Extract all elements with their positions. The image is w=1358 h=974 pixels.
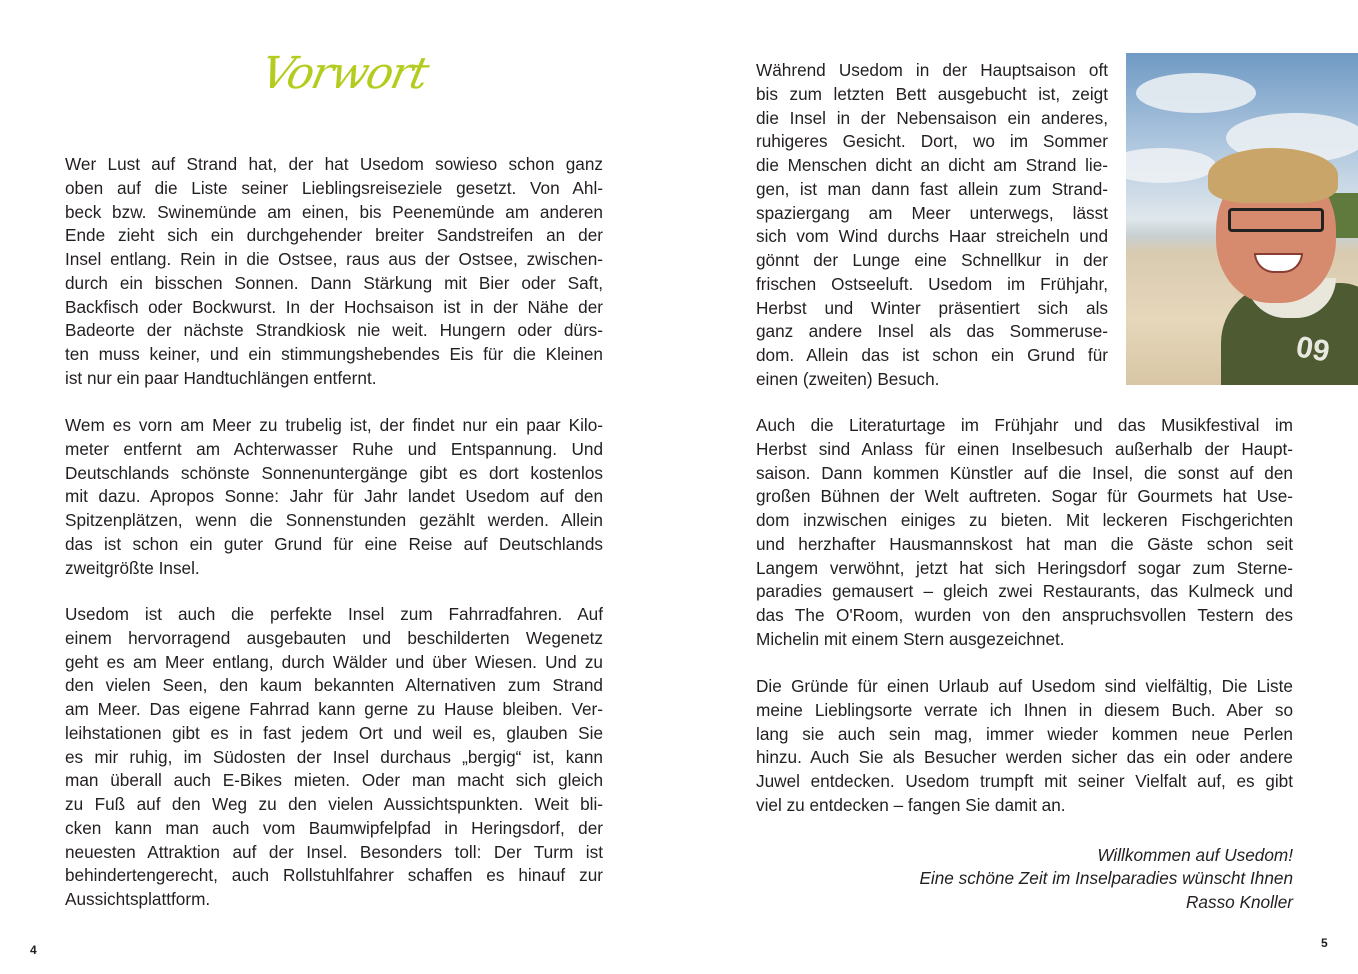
text-line: die Menschen dicht an dicht am Strand lie- xyxy=(756,155,1108,175)
text-line: gen, ist man dann fast allein zum Strand- xyxy=(756,178,1108,199)
text-line: zu Fuß auf den Weg zu den vielen Aussichtspunkten. Weit bli- xyxy=(65,794,603,814)
paragraph xyxy=(65,603,603,912)
text-line: man überall auch E-Bikes mieten. Oder man macht sich gleich xyxy=(65,770,603,791)
text-line: einem hervorragend ausgebauten und beschilderten Wegenetz xyxy=(65,627,603,648)
text-line: Juwel entdecken. Usedom trumpft mit seiner Vielfalt auf, es gibt xyxy=(756,771,1293,791)
text-line: beck bzw. Swinemünde am einen, bis Peenemünde am anderen xyxy=(65,201,603,222)
paragraph xyxy=(65,153,603,391)
text-line: es mir ruhig, im Südosten der Insel durchaus „bergig“ ist, kann xyxy=(65,746,603,767)
text-line: und herzhafter Hausmannskost hat man die Gäste schon seit xyxy=(756,533,1293,554)
page-title: Vorwort xyxy=(256,48,432,99)
text-line: zweitgrößte Insel. xyxy=(65,557,200,578)
text-line: frischen Ostseeluft. Usedom im Frühjahr, xyxy=(756,273,1108,294)
page-number-left: 4 xyxy=(30,943,37,957)
text-line: großen Bühnen der Welt auftreten. Sogar für Gourmets hat Use- xyxy=(756,486,1293,507)
text-line: neuesten Attraktion auf der Insel. Besonders toll: Der Turm ist xyxy=(65,841,603,862)
text-line: paradies gemausert – gleich zwei Restaurants, das Kulmeck und xyxy=(756,581,1293,602)
text-line: mit dazu. Apropos Sonne: Jahr für Jahr landet Usedom auf den xyxy=(65,486,603,507)
text-line: das ist schon ein guter Grund für eine Reise auf Deutschlands xyxy=(65,533,603,554)
signature-block xyxy=(919,844,1293,914)
text-line: leihstationen gibt es in fast jedem Ort und weil es, glauben Sie xyxy=(65,722,603,743)
text-line: lang sie auch sein mag, immer wieder kommen neue Perlen xyxy=(756,723,1293,744)
page-number-right: 5 xyxy=(1321,936,1328,950)
text-line: sich vom Wind durchs Haar streicheln und xyxy=(756,226,1108,247)
text-line: meter entfernt am Achterwasser Ruhe und Entspannung. Und xyxy=(65,438,603,459)
paragraph xyxy=(756,675,1293,818)
paragraph xyxy=(756,59,1108,392)
text-line: Ende zieht sich ein durchgehender breiter Sandstreifen an der xyxy=(65,225,603,246)
text-line: am Meer. Das eigene Fahrrad kann gerne zu Hause bleiben. Ver- xyxy=(65,699,603,719)
text-line: Michelin mit einem Stern ausgezeichnet. xyxy=(756,628,1065,649)
text-line: das The O'Room, wurden von den anspruchsvollen Testern des xyxy=(756,605,1293,625)
text-line: durch ein bisschen Sonnen. Dann Stärkung mit Bier oder Saft, xyxy=(65,272,603,293)
author-photo: 09 xyxy=(1126,53,1358,385)
text-line: einen (zweiten) Besuch. xyxy=(756,368,940,389)
text-line: Backfisch oder Bockwurst. In der Hochsaison ist in der Nähe der xyxy=(65,296,603,317)
text-line: ganz andere Insel als das Sommeruse- xyxy=(756,321,1108,342)
text-line: dom inzwischen einiges zu bieten. Mit leckeren Fischgerichten xyxy=(756,510,1293,530)
signature-line: Rasso Knoller xyxy=(1186,891,1293,912)
text-line: meine Lieblingsorte verrate ich Ihnen in diesem Buch. Aber so xyxy=(756,699,1293,720)
text-line: Langem verwöhnt, jetzt hat sich Heringsdorf sogar zum Sterne- xyxy=(756,557,1293,578)
text-line: die Insel in der Nebensaison ein anderes, xyxy=(756,107,1108,128)
text-line: Herbst sind Anlass für einen Inselbesuch außerhalb der Haupt- xyxy=(756,438,1293,459)
text-line: ruhigeres Gesicht. Dort, wo im Sommer xyxy=(756,131,1108,152)
text-line: gönnt der Lunge eine Schnellkur in der xyxy=(756,250,1108,270)
text-line: Während Usedom in der Hauptsaison oft xyxy=(756,60,1108,80)
text-line: dom. Allein das ist schon ein Grund für xyxy=(756,345,1108,365)
text-line: Aussichtsplattform. xyxy=(65,889,211,909)
text-line: geht es am Meer entlang, durch Wälder und über Wiesen. Und zu xyxy=(65,651,603,672)
signature-line: Willkommen auf Usedom! xyxy=(1097,845,1293,865)
text-line: Deutschlands schönste Sonnenuntergänge gibt es dort kostenlos xyxy=(65,462,603,483)
text-line: den vielen Seen, den kaum bekannten Alternativen zum Strand xyxy=(65,675,603,696)
text-line: Auch die Literaturtage im Frühjahr und das Musikfestival im xyxy=(756,415,1293,435)
text-line: ist nur ein paar Handtuchlängen entfernt. xyxy=(65,367,377,388)
text-line: spaziergang am Meer unterwegs, lässt xyxy=(756,202,1108,223)
paragraph xyxy=(65,414,603,580)
text-line: viel zu entdecken – fangen Sie damit an. xyxy=(756,794,1066,815)
text-line: saison. Dann kommen Künstler auf die Insel, die sonst auf den xyxy=(756,462,1293,483)
text-line: hinzu. Auch Sie als Besucher werden sicher das ein oder andere xyxy=(756,747,1293,768)
paragraph xyxy=(756,414,1293,652)
text-line: Insel entlang. Rein in die Ostsee, raus aus der Ostsee, zwischen- xyxy=(65,249,603,269)
text-line: Badeorte der nächste Strandkiosk nie weit. Hungern oder dürs- xyxy=(65,320,603,341)
text-line: Usedom ist auch die perfekte Insel zum Fahrradfahren. Auf xyxy=(65,604,603,624)
text-line: ten muss keiner, und ein stimmungshebendes Eis für die Kleinen xyxy=(65,344,603,364)
text-line: Wem es vorn am Meer zu trubelig ist, der findet nur ein paar Kilo- xyxy=(65,415,603,435)
text-line: bis zum letzten Bett ausgebucht ist, zeigt xyxy=(756,83,1108,104)
text-line: oben auf die Liste seiner Lieblingsreiseziele gesetzt. Von Ahl- xyxy=(65,177,603,198)
text-line: cken kann man auch vom Baumwipfelpfad in Heringsdorf, der xyxy=(65,817,603,838)
text-line: behindertengerecht, auch Rollstuhlfahrer schaffen es hinauf zur xyxy=(65,865,603,886)
text-line: Die Gründe für einen Urlaub auf Usedom sind vielfältig, Die Liste xyxy=(756,676,1293,696)
text-line: Wer Lust auf Strand hat, der hat Usedom sowieso schon ganz xyxy=(65,154,603,174)
signature-line: Eine schöne Zeit im Inselparadies wünscht Ihnen xyxy=(919,868,1293,889)
text-line: Herbst und Winter präsentiert sich als xyxy=(756,297,1108,318)
text-line: Spitzenplätzen, wenn die Sonnenstunden gezählt werden. Allein xyxy=(65,510,603,530)
